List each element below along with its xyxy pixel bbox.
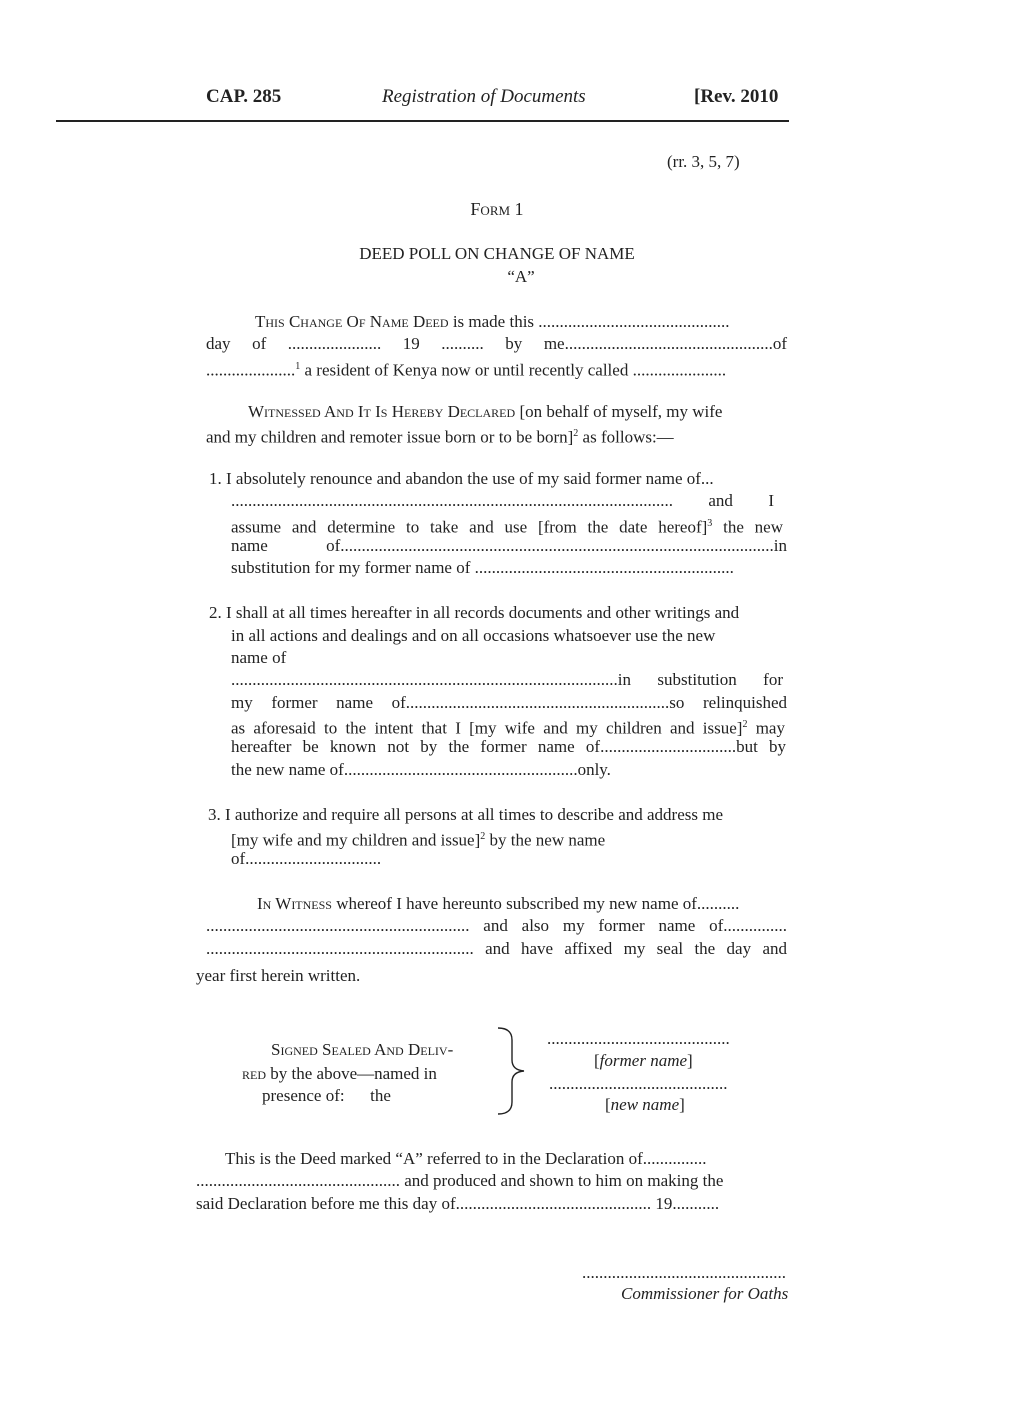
former-name-caption: [former name] bbox=[594, 1051, 693, 1070]
closing-line-2: ................................................ and produced and shown to him on making the bbox=[196, 1171, 724, 1190]
clause3-line-2: [my wife and my children and issue]$^2$ by the new name bbox=[231, 830, 606, 850]
intro-line-1: This Change Of Name Deed is made this ............................................. bbox=[255, 312, 730, 331]
signed-line-2: red by the above—named in bbox=[242, 1064, 437, 1083]
clause2-line-7: hereafter be known not by the former name of................................but by bbox=[231, 737, 786, 756]
deed-mark: “A” bbox=[507, 267, 535, 286]
clause2-line-5: my former name of..............................................................so relinquished bbox=[231, 693, 787, 712]
clause1-line-4: name of......................................................................................................in bbox=[231, 536, 787, 555]
deed-title: DEED POLL ON CHANGE OF NAME bbox=[359, 244, 635, 263]
revision-label: [Rev. 2010 bbox=[694, 86, 779, 107]
clause1-line-5: substitution for my former name of ............................................................. bbox=[231, 558, 734, 577]
closing-line-3: said Declaration before me this day of.............................................. 19........... bbox=[196, 1194, 720, 1213]
clause2-line-6: as aforesaid to the intent that I [my wife and my children and issue]$^2$ may bbox=[231, 718, 785, 738]
clause2-line-3: name of bbox=[231, 648, 287, 667]
cap-number: CAP. 285 bbox=[206, 86, 282, 107]
clause2-line-4: ...........................................................................................in substitution for bbox=[231, 670, 783, 689]
in-witness-line-2: .............................................................. and also my former name of............... bbox=[206, 916, 787, 935]
clause1-line-1: 1. I absolutely renounce and abandon the use of my said former name of... bbox=[209, 469, 714, 488]
witnessed-line-1: Witnessed And It Is Hereby Declared [on behalf of myself, my wife bbox=[248, 402, 723, 421]
new-name-dots: .......................................... bbox=[549, 1074, 728, 1093]
closing-line-1: This is the Deed marked “A” referred to in the Declaration of............... bbox=[225, 1149, 707, 1168]
clause2-line-8: the new name of.......................................................only. bbox=[231, 760, 611, 779]
clause2-line-1: 2. I shall at all times hereafter in all records documents and other writings and bbox=[209, 603, 740, 622]
commissioner-label: Commissioner for Oaths bbox=[621, 1284, 789, 1303]
intro-line-2: day of ...................... 19 .......... by me.................................................of bbox=[206, 334, 787, 353]
in-witness-line-3: ............................................................... and have affixed my seal the day and bbox=[206, 939, 787, 958]
signed-line-3: presence of: the bbox=[262, 1086, 391, 1105]
in-witness-line-4: year first herein written. bbox=[196, 966, 361, 985]
in-witness-line-1: In Witness whereof I have hereunto subscribed my new name of.......... bbox=[257, 894, 740, 913]
statute-title: Registration of Documents bbox=[382, 86, 586, 107]
witnessed-line-2: and my children and remoter issue born or to be born]$^2$ as follows:— bbox=[206, 427, 674, 447]
rule-reference: (rr. 3, 5, 7) bbox=[667, 152, 740, 171]
witnessed-lead: Witnessed And It Is Hereby Declared bbox=[248, 402, 516, 421]
clause2-line-2: in all actions and dealings and on all occasions whatsoever use the new bbox=[231, 626, 716, 645]
clause3-line-1: 3. I authorize and require all persons at all times to describe and address me bbox=[208, 805, 724, 824]
right-brace-icon bbox=[494, 1026, 530, 1116]
intro-line-3: .....................$^1$ a resident of Kenya now or until recently called ...................... bbox=[206, 360, 727, 380]
clause3-line-3: of................................ bbox=[231, 849, 382, 868]
form-title: Form 1 bbox=[470, 199, 524, 219]
in-witness-lead: In Witness bbox=[257, 894, 332, 913]
clause1-line-3: assume and determine to take and use [from the date hereof]$^3$ the new bbox=[231, 517, 783, 537]
commissioner-signature-dots: ................................................ bbox=[582, 1263, 786, 1282]
new-name-caption: [new name] bbox=[605, 1095, 685, 1114]
header-rule bbox=[56, 120, 789, 122]
clause1-line-2: ........................................................................................................ and I bbox=[231, 491, 774, 510]
former-name-dots: ........................................... bbox=[547, 1029, 730, 1048]
intro-lead: This Change Of Name Deed bbox=[255, 312, 449, 331]
signed-line-1: Signed Sealed And Deliv- bbox=[271, 1040, 454, 1059]
